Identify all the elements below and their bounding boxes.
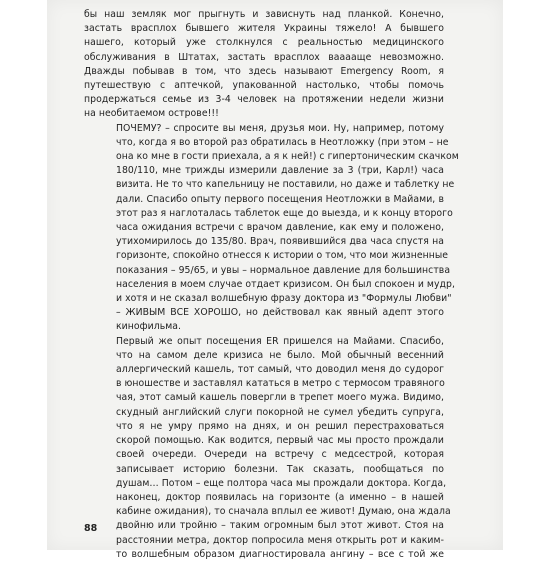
text-line: то волшебным образом диагностировала ангину – все с той же (116, 548, 444, 560)
text-line: – ЖИВЫМ ВСЕ ХОРОШО, но действовал как явный адепт этого (116, 307, 444, 319)
text-line: путешествую с аптечкой, упакованной настолько, чтобы помочь (84, 80, 444, 92)
text-line: этот раз я наглоталась таблеток еще до выезда, и к концу второго (116, 207, 453, 219)
text-line: своей очереди. Очереди на встречу с медсестрой, которая (116, 449, 444, 461)
body-text (84, 8, 459, 562)
page-number: 88 (84, 523, 98, 534)
text-line: часа ожидания встречи с врачом давление, как ему и положено, (116, 222, 444, 234)
text-line: что, когда я во второй раз обратилась в Неотложку (при этом – не (116, 136, 449, 148)
text-line: населения в моем случае отдает кризисом. Он был спокоен и мудр, (116, 278, 455, 290)
text-line: и хотя и не сказал волшебную фразу доктора из "Формулы Любви" (116, 293, 452, 305)
paragraph-1 (84, 8, 444, 122)
text-line: горизонте, спокойно отнесся к истории о том, что мои жизненные (116, 250, 449, 262)
text-line: ПОЧЕМУ? – спросите вы меня, друзья мои. Ну, например, потому (116, 122, 444, 134)
text-line: двойню или тройню – таким огромным был этот живот. Стоя на (116, 520, 444, 532)
paragraph-3 (84, 335, 451, 562)
text-line: обслуживания в Штатах, застать врасплох вааааще невозможно. (84, 51, 444, 63)
text-line: что на самом деле кризиса не было. Мой обычный весенний (116, 349, 444, 361)
text-line: застать врасплох бывшего жителя Украины тяжело! А бывшего (84, 23, 444, 35)
text-line: Первый же опыт посещения ER пришелся на Майами. Спасибо, (116, 335, 444, 347)
text-line: продержаться семье из 3-4 человек на протяжении недели жизни (84, 94, 444, 106)
paragraph-2 (84, 122, 459, 335)
text-line: записывает историю болезни. Так сказать, пообщаться по (116, 463, 444, 475)
text-line: что я не умру прямо на днях, и он решил перестраховаться (116, 420, 444, 432)
text-line: душам… Потом – еще полтора часа мы прождали доктора. Когда, (116, 477, 447, 489)
text-line: скудный английский слуги покорной не сумел убедить супруга, (116, 406, 444, 418)
text-line: Дважды побывав в том, что здесь называют Emergency Room, я (84, 65, 444, 77)
text-line: дали. Спасибо опыту первого посещения Неотложки в Майами, в (116, 193, 444, 205)
text-line: на необитаемом острове!!! (84, 108, 219, 120)
text-line: нашего, который уже столкнулся с реальностью медицинского (84, 37, 444, 49)
text-line: показания – 95/65, и увы – нормальное давление для большинства (116, 264, 451, 276)
text-line: она ко мне в гости приехала, а я к ней!) с гипертоническим скачком (116, 151, 459, 163)
text-line: чая, этот самый кашель повергли в трепет моего мужа. Видимо, (116, 392, 444, 404)
text-line: утихомирилось до 135/80. Врач, появившийся два часа спустя на (116, 236, 444, 248)
text-line: в юношестве и заставлял кататься в метро с термосом травяного (116, 378, 445, 390)
text-line: визита. Не то что капельницу не поставили, но даже и таблетку не (116, 179, 455, 191)
text-line: расстоянии метра, доктор попросила меня открыть рот и каким- (116, 534, 444, 546)
text-line: наконец, доктор появилась на горизонте (а именно – в нашей (116, 491, 444, 503)
text-line: 180/110, мне трижды измерили давление за 3 (три, Карл!) часа (116, 165, 444, 177)
text-line: бы наш земляк мог прыгнуть и зависнуть над планкой. Конечно, (84, 9, 444, 20)
text-line: кабине ожидания), то сначала вплыл ее живот! Думаю, она ждала (116, 506, 451, 518)
text-line: аллергический кашель, тот самый, что доводил меня до судорог (116, 364, 444, 376)
text-line: скорой помощью. Как водится, первый час мы просто прождали (116, 435, 444, 447)
text-line: кинофильма. (116, 321, 182, 333)
